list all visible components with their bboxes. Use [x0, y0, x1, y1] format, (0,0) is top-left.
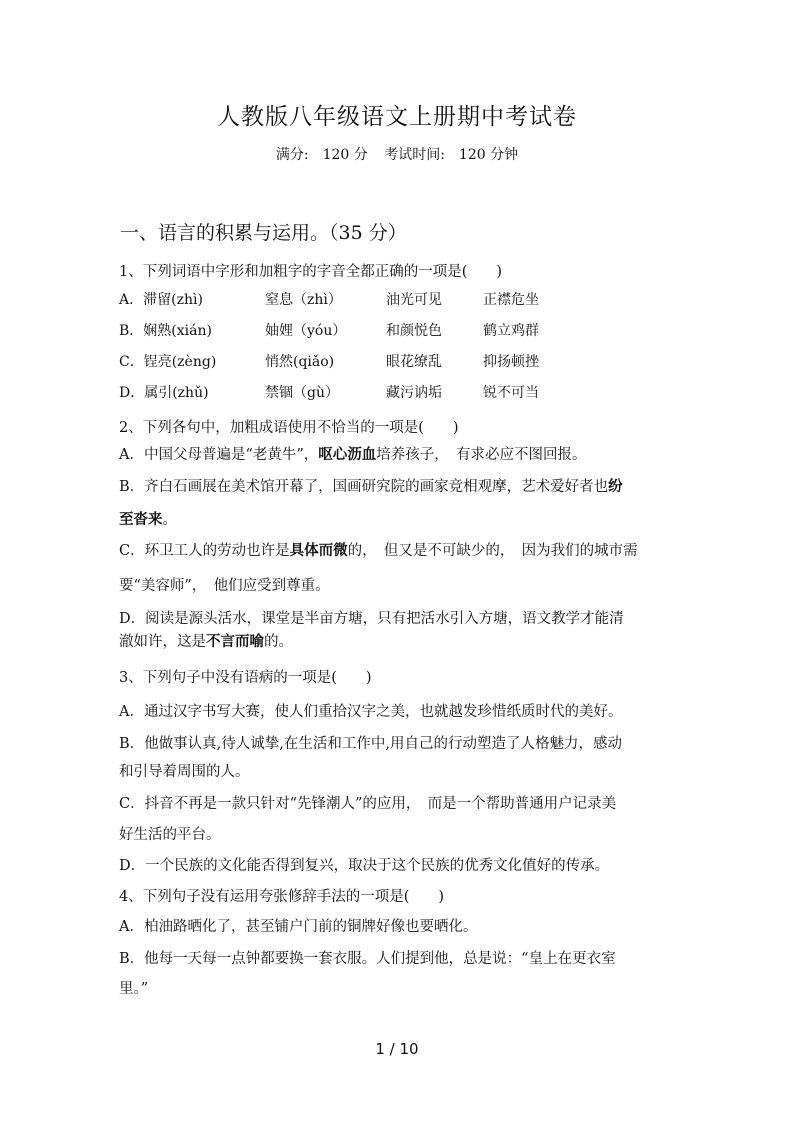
q2-b-idiom-part1: 纷	[608, 478, 623, 495]
q1-option-c-word2: 悄然(qiǎo)	[265, 354, 335, 370]
q2-option-d-line2	[119, 632, 293, 652]
q1-option-d-word3: 藏污讷垢	[386, 385, 442, 401]
q2-c-text-post: 的， 但又是不可缺少的， 因为我们的城市需	[347, 543, 638, 559]
q1-option-c-word1: C．锃亮(zèng)	[119, 354, 217, 370]
q3-option-a: A．通过汉字书写大赛，使人们重拾汉字之美，也就越发珍惜纸质时代的美好。	[119, 704, 623, 720]
q2-option-c-line2: 要“美容师”， 他们应受到尊重。	[119, 578, 330, 594]
q3-option-b-line2: 和引导着周围的人。	[119, 764, 250, 780]
q2-b-text-pre: B．齐白石画展在美术馆开幕了，国画研究院的画家竞相观摩，艺术爱好者也	[119, 479, 609, 495]
q1-option-d-word1: D．属引(zhǔ)	[119, 385, 209, 401]
page-number: 1 / 10	[375, 1040, 419, 1058]
q2-a-text-pre: A．中国父母普遍是“老黄牛”，	[119, 447, 319, 463]
q4-option-b-line1: B．他每一天每一点钟都要换一套衣服。人们提到他，总是说：“皇上在更衣室	[119, 951, 616, 967]
q2-option-d-line1: D．阅读是源头活水，课堂是半亩方塘，只有把活水引入方塘，语文教学才能清	[119, 611, 624, 627]
q2-b-text-post: 。	[162, 512, 177, 528]
q1-option-a-word1: A．滞留(zhì)	[119, 292, 203, 308]
page-title: 人教版八年级语文上册期中考试卷	[217, 104, 577, 130]
q3-option-b-line1: B．他做事认真,待人诚挚,在生活和工作中,用自己的行动塑造了人格魅力，感动	[119, 736, 622, 752]
q1-option-d-word4: 锐不可当	[483, 385, 539, 401]
q1-option-b-word4: 鹤立鸡群	[483, 323, 539, 339]
exam-time: 考试时间: 120 分钟	[384, 147, 519, 163]
question-1-stem: 1、下列词语中字形和加粗字的字音全都正确的一项是( )	[119, 264, 503, 280]
q3-option-c-line2: 好生活的平台。	[119, 827, 221, 843]
q1-option-b-word2: 妯娌（yóu）	[265, 323, 347, 339]
q4-option-a: A．柏油路晒化了，甚至铺户门前的铜牌好像也要晒化。	[119, 919, 478, 935]
q2-option-b-line2	[119, 510, 177, 530]
q2-d-text-post: 的。	[264, 634, 293, 650]
q1-option-b-word1: B．娴熟(xián)	[119, 323, 212, 339]
q2-d-text-pre: 澈如许，这是	[119, 634, 206, 650]
q2-a-text-post: 培养孩子， 有求必应不图回报。	[376, 447, 587, 463]
question-4-stem: 4、下列句子没有运用夸张修辞手法的一项是( )	[119, 889, 445, 905]
q1-option-c-word3: 眼花缭乱	[386, 354, 442, 370]
question-3-stem: 3、下列句子中没有语病的一项是( )	[119, 670, 372, 686]
full-score: 满分: 120 分	[275, 147, 368, 163]
q2-option-b-line1	[119, 477, 623, 497]
section-heading: 一、语言的积累与运用。（35 分）	[120, 222, 407, 244]
question-2-stem: 2、下列各句中，加粗成语使用不恰当的一项是( )	[119, 420, 459, 436]
q2-a-idiom: 呕心沥血	[318, 446, 377, 463]
q1-option-b-word3: 和颜悦色	[386, 323, 442, 339]
q3-option-c-line1: C．抖音不再是一款只针对“先锋潮人”的应用， 而是一个帮助普通用户记录美	[119, 796, 617, 812]
q1-option-a-word4: 正襟危坐	[483, 292, 539, 308]
q1-option-c-word4: 抑扬顿挫	[483, 354, 539, 370]
q1-option-d-word2: 禁锢（gù）	[265, 385, 339, 401]
q2-c-idiom: 具体而微	[289, 542, 348, 559]
q3-option-d: D．一个民族的文化能否得到复兴，取决于这个民族的优秀文化值好的传承。	[119, 858, 610, 874]
q2-option-a	[119, 445, 587, 465]
q1-option-a-word2: 窒息（zhì）	[265, 292, 342, 308]
exam-info	[0, 144, 794, 164]
q2-option-c-line1	[119, 541, 638, 561]
q2-b-idiom-part2: 至沓来	[119, 511, 163, 528]
q4-option-b-line2: 里。”	[119, 981, 149, 997]
q2-c-text-pre: C．环卫工人的劳动也许是	[119, 543, 290, 559]
q2-d-idiom: 不言而喻	[206, 633, 264, 650]
q1-option-a-word3: 油光可见	[386, 292, 442, 308]
